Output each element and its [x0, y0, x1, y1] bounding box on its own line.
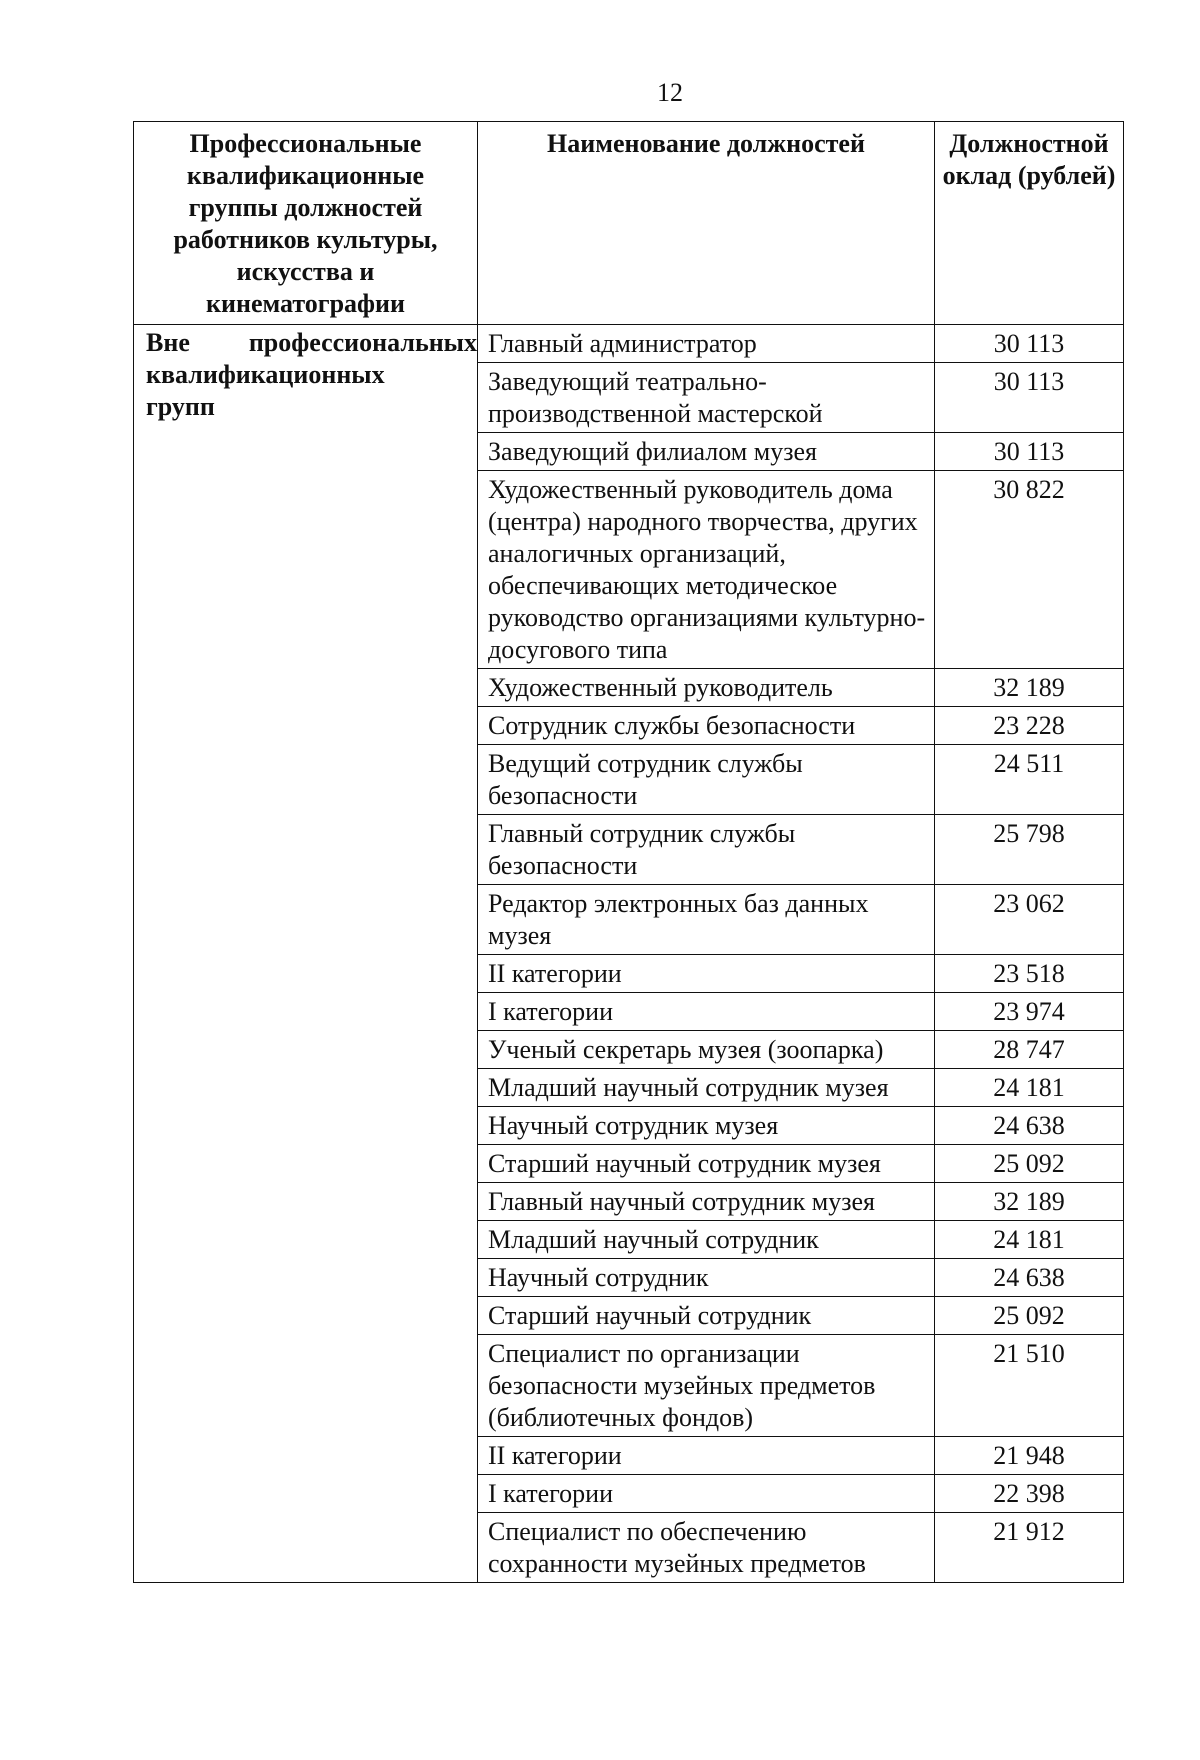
group-label-word: Вне: [146, 328, 190, 357]
position-name-cell: Научный сотрудник музея: [478, 1107, 935, 1145]
position-name-cell: Специалист по организации безопасности музейных предметов (библиотечных фондов): [478, 1335, 935, 1437]
position-name-cell: Сотрудник службы безопасности: [478, 707, 935, 745]
salary-cell: 32 189: [935, 669, 1124, 707]
salary-cell: 25 092: [935, 1145, 1124, 1183]
position-name-cell: Главный сотрудник службы безопасности: [478, 815, 935, 885]
position-name-cell: Ведущий сотрудник службы безопасности: [478, 745, 935, 815]
group-label-word: профессиональных: [248, 328, 477, 357]
position-name-cell: Младший научный сотрудник музея: [478, 1069, 935, 1107]
salary-cell: 25 798: [935, 815, 1124, 885]
position-name-cell: I категории: [478, 993, 935, 1031]
position-name-cell: Старший научный сотрудник музея: [478, 1145, 935, 1183]
salary-cell: 24 511: [935, 745, 1124, 815]
group-label-line: [146, 327, 477, 359]
salary-cell: 24 181: [935, 1221, 1124, 1259]
position-name-cell: Художественный руководитель дома (центра) народного творчества, других аналогичных организаций, обеспечивающих методическое руководство организациями культурно-досугового типа: [478, 471, 935, 669]
position-name-cell: Ученый секретарь музея (зоопарка): [478, 1031, 935, 1069]
header-qualification-group: Профессиональные квалификационные группы должностей работников культуры, искусства и кинематографии: [134, 122, 478, 325]
salary-cell: 23 518: [935, 955, 1124, 993]
position-name-cell: Научный сотрудник: [478, 1259, 935, 1297]
position-name-cell: Старший научный сотрудник: [478, 1297, 935, 1335]
salary-cell: 22 398: [935, 1475, 1124, 1513]
salary-cell: 24 638: [935, 1107, 1124, 1145]
salary-cell: 24 181: [935, 1069, 1124, 1107]
salary-cell: 32 189: [935, 1183, 1124, 1221]
position-name-cell: Заведующий театрально-производственной мастерской: [478, 363, 935, 433]
position-name-cell: II категории: [478, 1437, 935, 1475]
salary-cell: 30 822: [935, 471, 1124, 669]
salary-cell: 24 638: [935, 1259, 1124, 1297]
group-label-cell: [134, 325, 478, 1583]
position-name-cell: Младший научный сотрудник: [478, 1221, 935, 1259]
salary-cell: 23 228: [935, 707, 1124, 745]
page-number: 12: [657, 78, 683, 107]
table-header-row: [134, 122, 1124, 325]
salary-cell: 23 974: [935, 993, 1124, 1031]
position-name-cell: II категории: [478, 955, 935, 993]
salary-cell: 25 092: [935, 1297, 1124, 1335]
table-row: [134, 325, 1124, 363]
salary-cell: 30 113: [935, 363, 1124, 433]
salary-cell: 21 912: [935, 1513, 1124, 1583]
salary-cell: 23 062: [935, 885, 1124, 955]
position-name-cell: Художественный руководитель: [478, 669, 935, 707]
table-body: [134, 325, 1124, 1583]
salary-cell: 21 948: [935, 1437, 1124, 1475]
salary-cell: 21 510: [935, 1335, 1124, 1437]
salary-cell: 28 747: [935, 1031, 1124, 1069]
group-label-rest: квалификационных групп: [146, 360, 385, 421]
header-salary: Должностной оклад (рублей): [935, 122, 1124, 325]
position-name-cell: Главный администратор: [478, 325, 935, 363]
position-name-cell: Специалист по обеспечению сохранности музейных предметов: [478, 1513, 935, 1583]
salary-cell: 30 113: [935, 433, 1124, 471]
position-name-cell: Главный научный сотрудник музея: [478, 1183, 935, 1221]
position-name-cell: I категории: [478, 1475, 935, 1513]
position-name-cell: Редактор электронных баз данных музея: [478, 885, 935, 955]
salary-table: [133, 121, 1124, 1583]
salary-cell: 30 113: [935, 325, 1124, 363]
position-name-cell: Заведующий филиалом музея: [478, 433, 935, 471]
header-position-name: Наименование должностей: [478, 122, 935, 325]
